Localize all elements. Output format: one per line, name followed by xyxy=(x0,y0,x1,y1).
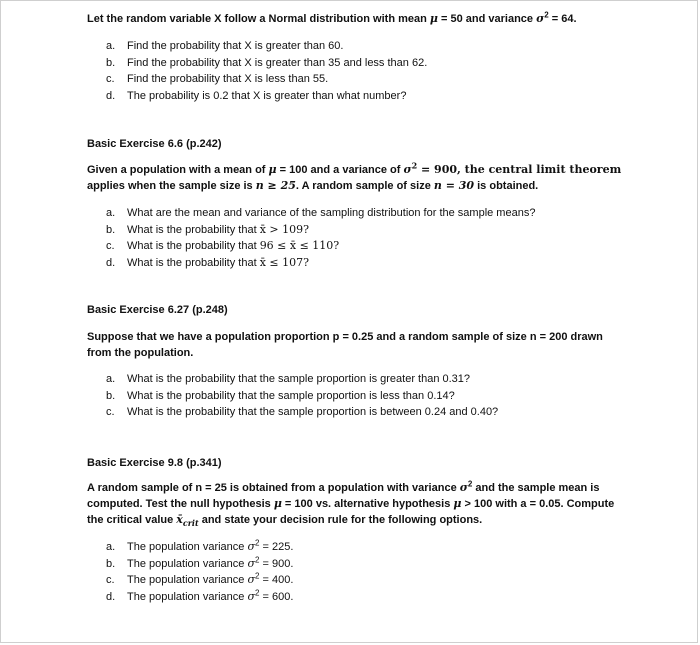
exercise-6-27-list xyxy=(106,371,626,421)
list-item: b. The population variance $\sigma^2 = 900$. xyxy=(106,554,294,570)
q1-list xyxy=(106,38,626,104)
exercise-6-6-intro: Given a population with a mean of μ = 100 and a variance of $\sigma^2 = 900$, the central limit theorem applies when the sample size is n ≥ 25. A random sample of size n = 30 is obtained. xyxy=(87,160,622,192)
list-item: d. What is the probability that x̄ ≤ 107? xyxy=(106,255,309,269)
list-item: d. The population variance $\sigma^2 = 600$. xyxy=(106,588,294,603)
exercise-6-27-intro: Suppose that we have a population proportion p = 0.25 and a random sample of size n = 200 drawn from the population. xyxy=(87,331,603,359)
exercise-6-27-title: Basic Exercise 6.27 (p.248) xyxy=(87,304,228,316)
exercise-9-8-intro: A random sample of n = 25 is obtained from a population with variance $\sigma^2$ and the sample mean is computed. Test the null hypothesis μ = 100 vs. alternative hypothesis μ > 100 with a = 0.05. Compute the critical value $x̄_{crit}$ and state your decision rule for the following options. xyxy=(87,479,615,529)
q1-intro: Let the random variable X follow a Normal distribution with mean μ = 50 and variance $\sigma^2 = 64$. xyxy=(87,10,577,25)
list-item: a. The population variance $\sigma^2 = 225$. xyxy=(106,538,294,553)
list-item: b. What is the probability that x̄ > 109? xyxy=(106,222,309,236)
list-item: b. What is the probability that the sample proportion is less than 0.14? xyxy=(106,389,455,402)
list-item: c. What is the probability that 96 ≤ x̄ ≤ 110? xyxy=(106,239,340,253)
exercise-6-6-title: Basic Exercise 6.6 (p.242) xyxy=(87,138,222,150)
list-item: d. The probability is 0.2 that X is greater than what number? xyxy=(106,89,407,102)
list-item: c. The population variance $\sigma^2 = 400$. xyxy=(106,571,294,587)
exercise-9-8-title: Basic Exercise 9.8 (p.341) xyxy=(87,457,222,469)
list-item: c. Find the probability that X is less than 55. xyxy=(106,73,329,86)
list-item: b. Find the probability that X is greater than 35 and less than 62. xyxy=(106,56,428,69)
list-item: a. What is the probability that the sample proportion is greater than 0.31? xyxy=(106,373,471,385)
list-item: a. Find the probability that X is greater than 60. xyxy=(106,40,344,52)
exercise-6-6-list xyxy=(106,205,626,271)
exercise-9-8-list xyxy=(106,539,626,605)
list-item: c. What is the probability that the sample proportion is between 0.24 and 0.40? xyxy=(106,406,499,419)
list-item: a. What are the mean and variance of the sampling distribution for the sample means? xyxy=(106,207,536,219)
